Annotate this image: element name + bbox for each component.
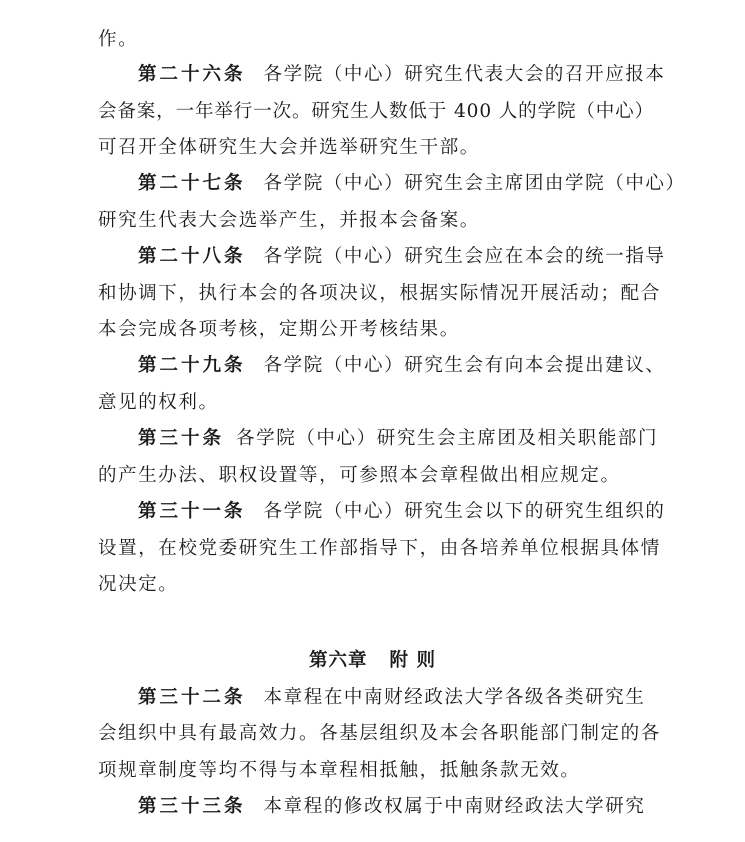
- article-27-line-2: 研究生代表大会选举产生，并报本会备案。: [98, 210, 480, 231]
- article-31-line-2: 设置，在校党委研究生工作部指导下，由各培养单位根据具体情: [98, 538, 661, 559]
- article-28-line-2: 和协调下，执行本会的各项决议，根据实际情况开展活动；配合: [98, 283, 661, 304]
- article-29-line-1: 第二十九条 各学院（中心）研究生会有向本会提出建议、: [138, 355, 666, 376]
- article-28-line-3: 本会完成各项考核，定期公开考核结果。: [98, 319, 460, 340]
- article-27-line-1: 第二十七条 各学院（中心）研究生会主席团由学院（中心）: [138, 173, 686, 194]
- article-31-line-3: 况决定。: [98, 574, 179, 595]
- article-33-line-1: 第三十三条 本章程的修改权属于中南财经政法大学研究: [138, 796, 646, 817]
- article-label: 第二十八条: [138, 246, 246, 267]
- article-26-line-2: 会备案，一年举行一次。研究生人数低于 400 人的学院（中心）: [98, 101, 654, 122]
- article-label: 第三十三条: [138, 796, 246, 817]
- article-32-line-1: 第三十二条 本章程在中南财经政法大学各级各类研究生: [138, 687, 646, 708]
- chapter-heading: 第六章 附 则: [309, 650, 436, 671]
- article-30-line-2: 的产生办法、职权设置等，可参照本会章程做出相应规定。: [98, 465, 621, 486]
- article-26-line-3: 可召开全体研究生大会并选举研究生干部。: [98, 137, 480, 158]
- article-26-line-1: 第二十六条 各学院（中心）研究生代表大会的召开应报本: [138, 64, 666, 85]
- paragraph-line: 作。: [98, 29, 139, 50]
- article-30-line-1: 第三十条 各学院（中心）研究生会主席团及相关职能部门: [138, 428, 659, 449]
- article-label: 第三十一条: [138, 501, 246, 522]
- article-label: 第二十九条: [138, 355, 246, 376]
- article-31-line-1: 第三十一条 各学院（中心）研究生会以下的研究生组织的: [138, 501, 666, 522]
- article-29-line-2: 意见的权利。: [98, 392, 219, 413]
- article-label: 第二十七条: [138, 173, 246, 194]
- article-32-line-3: 项规章制度等均不得与本章程相抵触，抵触条款无效。: [98, 760, 581, 781]
- article-label: 第三十条: [138, 428, 225, 449]
- article-label: 第二十六条: [138, 64, 246, 85]
- article-28-line-1: 第二十八条 各学院（中心）研究生会应在本会的统一指导: [138, 246, 666, 267]
- article-32-line-2: 会组织中具有最高效力。各基层组织及本会各职能部门制定的各: [98, 723, 661, 744]
- article-label: 第三十二条: [138, 687, 246, 708]
